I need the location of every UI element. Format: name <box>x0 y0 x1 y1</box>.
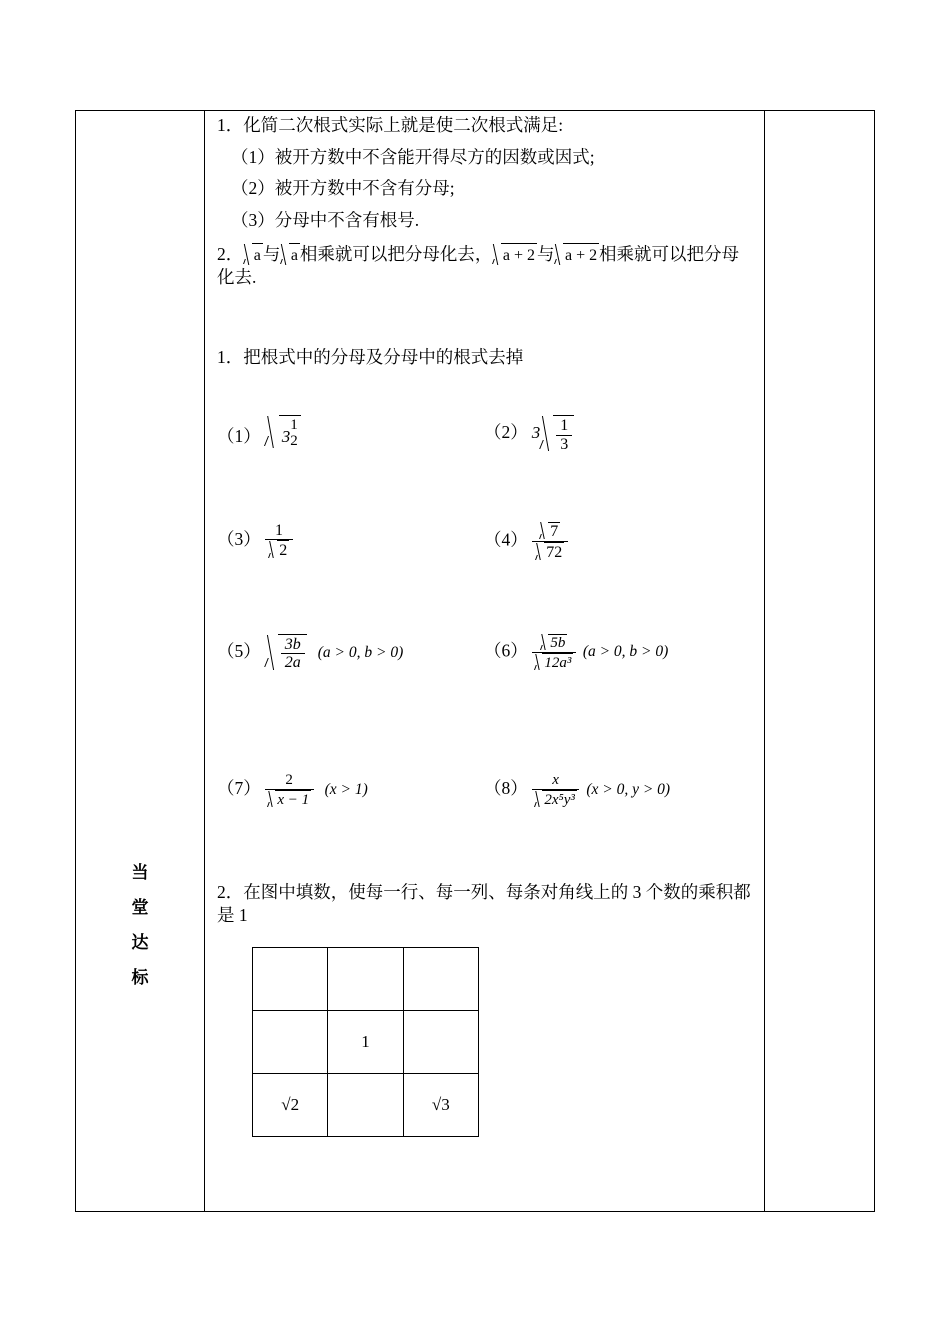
problem-8-label: （8） <box>484 778 528 799</box>
summary-point-2: （2）被开方数中不含有分母; <box>231 178 455 198</box>
problem-7-numerator: 2 <box>285 772 293 789</box>
problem-7-den-radicand: x − 1 <box>275 790 311 808</box>
problem-5-denominator: 2a <box>281 653 305 672</box>
radical-sign-icon <box>265 634 278 673</box>
problem-5-fraction <box>281 636 305 673</box>
radical-sign-icon <box>269 540 277 560</box>
table-row <box>253 1073 479 1136</box>
summary-item-2-mid-2: 相乘就可以把分母化去， <box>299 244 493 264</box>
table-row <box>253 947 479 1010</box>
problem-6 <box>484 634 754 672</box>
problem-1-whole: 3 <box>281 426 291 446</box>
problem-2 <box>484 415 754 454</box>
sqrt-a-1 <box>243 243 263 266</box>
problem-3-label: （3） <box>217 528 261 549</box>
problem-6-den-radicand: 12a³ <box>542 653 573 671</box>
problem-1-label: （1） <box>217 425 261 446</box>
problem-7-label: （7） <box>217 778 261 799</box>
problem-2-coefficient: 3 <box>531 422 541 442</box>
problem-5-radicand <box>278 634 307 673</box>
radical-sign-icon <box>243 243 251 266</box>
table-row <box>253 1010 479 1073</box>
sqrt-72 <box>536 542 564 562</box>
problem-6-expression <box>532 634 576 672</box>
problem-1-denominator: 2 <box>290 433 298 450</box>
exercise-1-heading: 1．把根式中的分母及分母中的根式去掉 <box>217 347 524 368</box>
problem-5-condition: (a > 0, b > 0) <box>317 643 404 661</box>
lesson-plan-table <box>75 110 875 1212</box>
magic-cell-r1c3[interactable] <box>403 947 478 1010</box>
problem-2-label: （2） <box>484 421 528 442</box>
magic-square-wrapper <box>217 927 754 1137</box>
problem-1 <box>217 415 484 450</box>
sqrt-5b <box>540 634 567 652</box>
section-label-char-3: 达 <box>131 933 149 953</box>
problem-2-numerator: 1 <box>560 416 569 434</box>
magic-cell-r1c2[interactable] <box>328 947 403 1010</box>
radicand-a-1: a <box>252 243 263 266</box>
spacer-1 <box>217 289 754 349</box>
radicand-a-plus-2-2: a + 2 <box>563 243 599 266</box>
problem-4 <box>484 522 754 562</box>
problem-3-expression <box>265 522 293 560</box>
problem-4-num-radicand: 7 <box>548 522 560 542</box>
problem-5-label: （5） <box>217 640 261 661</box>
problem-4-label: （4） <box>484 529 528 550</box>
problem-3 <box>217 522 484 560</box>
problem-2-radicand <box>553 415 574 454</box>
magic-cell-r3c1[interactable]: √2 <box>253 1073 328 1136</box>
radical-sign-icon <box>492 243 500 266</box>
problem-4-expression <box>532 522 568 562</box>
radical-sign-icon <box>540 415 553 454</box>
summary-point-1: （1）被开方数中不含能开得尽方的因数或因式; <box>231 146 595 167</box>
problem-2-expression <box>540 415 574 454</box>
section-label-vertical <box>76 856 204 996</box>
summary-heading: 1．化简二次根式实际上就是使二次根式满足: <box>217 115 564 135</box>
problem-3-den-radicand: 2 <box>277 540 289 560</box>
spacer-4 <box>217 562 754 634</box>
sqrt-2x5y3 <box>534 790 576 808</box>
magic-cell-r3c2[interactable] <box>328 1073 403 1136</box>
section-label-char-4: 标 <box>131 968 149 988</box>
radical-sign-icon <box>280 243 288 266</box>
table-column-notes <box>765 111 874 1211</box>
section-label-char-2: 堂 <box>131 898 149 918</box>
problem-7 <box>217 772 484 808</box>
exercise-2-heading: 2．在图中填数，使每一行、每一列、每条对角线上的 3 个数的乘积都是 1 <box>217 881 751 925</box>
problem-row-2 <box>217 522 754 562</box>
problem-2-denominator: 3 <box>556 435 572 454</box>
problem-6-label: （6） <box>484 640 528 661</box>
magic-cell-r2c2[interactable]: 1 <box>328 1010 403 1073</box>
radical-sign-icon <box>534 653 542 671</box>
problem-8-expression <box>532 772 580 808</box>
radical-sign-icon <box>554 243 562 266</box>
sqrt-12a3 <box>534 653 573 671</box>
magic-cell-r1c1[interactable] <box>253 947 328 1010</box>
sqrt-a-plus-2-2 <box>554 243 599 266</box>
problem-5 <box>217 634 484 673</box>
problem-3-numerator: 1 <box>274 521 283 539</box>
problem-5-expression <box>265 634 307 673</box>
problem-1-fraction <box>290 417 298 450</box>
problem-7-condition: (x > 1) <box>324 781 368 799</box>
radical-sign-icon <box>265 415 279 450</box>
magic-cell-r3c3[interactable]: √3 <box>403 1073 478 1136</box>
summary-item-2 <box>217 243 754 289</box>
sqrt-x-minus-1 <box>267 790 310 808</box>
problem-4-denominator <box>532 541 568 562</box>
summary-item-2-mid-1: 与 <box>262 244 281 264</box>
problem-row-3 <box>217 634 754 673</box>
problem-1-expression <box>265 415 301 450</box>
problem-4-den-radicand: 72 <box>544 542 564 562</box>
magic-square-grid <box>252 947 479 1137</box>
problem-7-denominator <box>265 789 314 808</box>
table-column-content <box>205 111 765 1211</box>
radicand-a-plus-2-1: a + 2 <box>501 243 537 266</box>
radical-sign-icon <box>540 522 548 542</box>
spacer-2 <box>217 381 754 415</box>
table-column-section-label <box>76 111 205 1211</box>
problem-4-numerator <box>532 522 568 542</box>
summary-item-2-tail: 相乘就可以把分母化去. <box>217 244 740 288</box>
problem-3-denominator <box>265 539 293 560</box>
sqrt-7 <box>540 522 560 542</box>
radicand-a-2: a <box>289 243 300 266</box>
radical-sign-icon <box>267 790 275 808</box>
radical-sign-icon <box>534 790 542 808</box>
magic-cell-r2c1[interactable] <box>253 1010 328 1073</box>
problem-6-denominator <box>532 652 576 671</box>
problem-row-1 <box>217 415 754 454</box>
problem-1-radicand <box>279 415 301 450</box>
summary-item-2-number: 2． <box>217 244 244 264</box>
radical-sign-icon <box>536 542 544 562</box>
problem-6-num-radicand: 5b <box>548 634 567 652</box>
magic-cell-r2c3[interactable] <box>403 1010 478 1073</box>
problem-7-expression <box>265 772 314 808</box>
summary-item-2-mid-3: 与 <box>536 244 555 264</box>
sqrt-a-2 <box>280 243 300 266</box>
spacer-5 <box>217 672 754 772</box>
problem-row-4 <box>217 772 754 808</box>
problem-8-den-radicand: 2x⁵y³ <box>542 790 576 808</box>
spacer-3 <box>217 454 754 522</box>
problem-8-condition: (x > 0, y > 0) <box>586 781 671 799</box>
problem-6-condition: (a > 0, b > 0) <box>582 643 669 661</box>
problem-8-denominator <box>532 789 580 808</box>
section-label-char-1: 当 <box>131 863 149 883</box>
problem-5-numerator: 3b <box>284 635 301 653</box>
problem-2-fraction <box>556 417 572 454</box>
problem-8 <box>484 772 754 808</box>
summary-point-3: （3）分母中不含有根号. <box>231 209 420 230</box>
radical-sign-icon <box>540 634 548 652</box>
problem-6-numerator <box>532 634 576 652</box>
sqrt-2 <box>269 540 289 560</box>
spacer-6 <box>217 809 754 881</box>
problem-8-numerator: x <box>552 772 559 789</box>
sqrt-a-plus-2-1 <box>492 243 537 266</box>
problem-1-numerator: 1 <box>290 416 298 433</box>
